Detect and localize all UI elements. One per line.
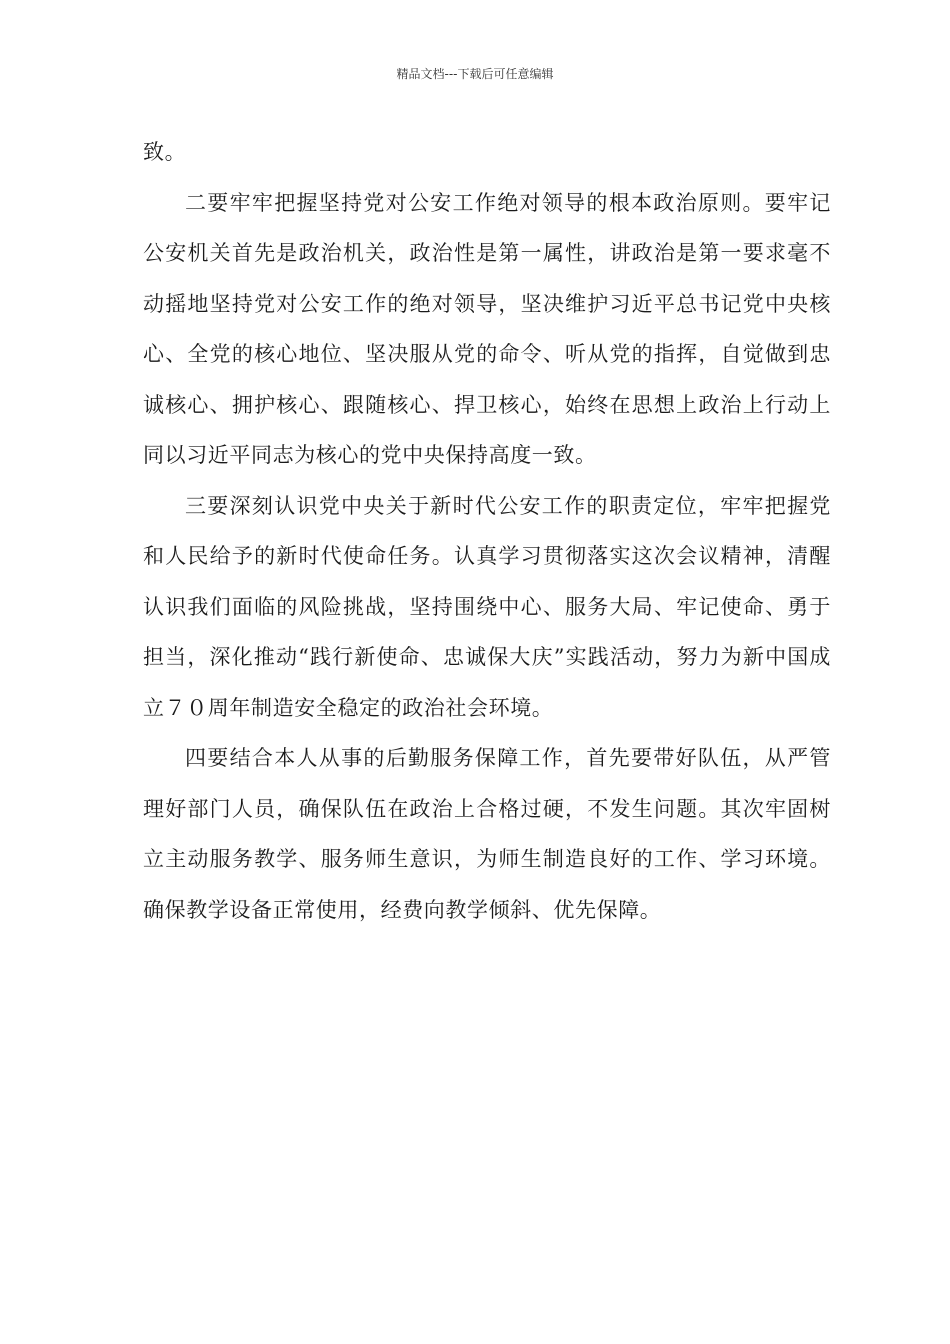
paragraph-point-four: 四要结合本人从事的后勤服务保障工作，首先要带好队伍，从严管理好部门人员，确保队伍在政治上合格过硬，不发生问题。其次牢固树立主动服务教学、服务师生意识，为师生制造良好的工作、学习环境。确保教学设备正常使用，经费向教学倾斜、优先保障。 (143, 746, 831, 922)
paragraph-point-three: 三要深刻认识党中央关于新时代公安工作的职责定位，牢牢把握党和人民给予的新时代使命任务。认真学习贯彻落实这次会议精神，清醒认识我们面临的风险挑战，坚持围绕中心、服务大局、牢记使命、勇于担当，深化推动“践行新使命、忠诚保大庆”实践活动，努力为新中国成立７０周年制造安全稳定的政治社会环境。 (143, 493, 831, 720)
paragraph-point-two: 二要牢牢把握坚持党对公安工作绝对领导的根本政治原则。要牢记公安机关首先是政治机关，政治性是第一属性，讲政治是第一要求毫不动摇地坚持党对公安工作的绝对领导，坚决维护习近平总书记党中央核心、全党的核心地位、坚决服从党的命令、听从党的指挥，自觉做到忠诚核心、拥护核心、跟随核心、捍卫核心，始终在思想上政治上行动上同以习近平同志为核心的党中央保持高度一致。 (143, 190, 831, 467)
page-header: 精品文档---下载后可任意编辑 (396, 67, 554, 81)
paragraph-continuation: 致。 (143, 140, 187, 164)
document-body (143, 127, 831, 935)
